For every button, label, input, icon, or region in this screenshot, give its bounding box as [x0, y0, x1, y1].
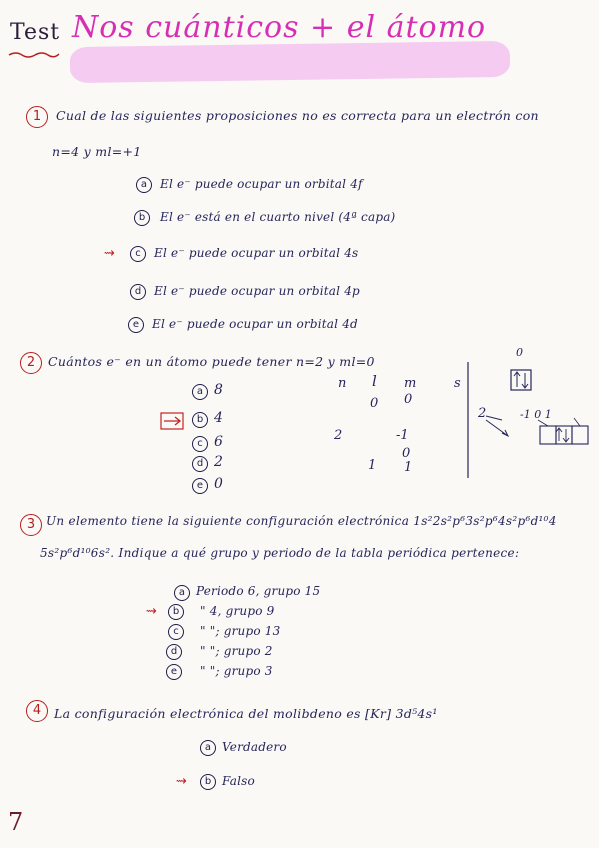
question-2-text: Cuántos e⁻ en un átomo puede tener n=2 y ml=0 — [48, 354, 375, 369]
q3-option-e-marker: e — [166, 664, 182, 680]
q3-option-c-marker: c — [168, 624, 184, 640]
q2-diagram-row-labels: -1 0 1 — [520, 408, 552, 421]
q2-option-e-text: 0 — [214, 476, 224, 492]
q2-work-row1-l: 0 — [370, 396, 379, 411]
q2-work-col-s: s — [454, 376, 461, 391]
question-number-3: 3 — [20, 514, 42, 536]
q1-answer-arrow-icon: ⇝ — [104, 246, 115, 261]
question-number-4: 4 — [26, 700, 48, 722]
q1-option-e-text: El e⁻ puede ocupar un orbital 4d — [152, 317, 358, 331]
q2-work-row4-l: 1 — [368, 458, 377, 473]
q2-work-col-m: m — [404, 376, 417, 391]
q2-work-row2-m: -1 — [396, 428, 409, 443]
question-number-1: 1 — [26, 106, 48, 128]
q1-option-e-marker: e — [128, 317, 144, 333]
test-label: Test — [10, 20, 61, 45]
q2-option-c-marker: c — [192, 436, 208, 452]
q2-diagram-top-label: 0 — [516, 346, 523, 359]
q2-answer-box-arrow-icon — [160, 410, 192, 432]
q2-option-a-marker: a — [192, 384, 208, 400]
question-3-text-line2: 5s²p⁶d¹⁰6s². Indique a qué grupo y periodo de la tabla periódica pertenece: — [40, 546, 520, 560]
q3-option-d-marker: d — [166, 644, 182, 660]
q1-option-d-text: El e⁻ puede ocupar un orbital 4p — [154, 284, 360, 298]
q2-option-a-text: 8 — [214, 382, 224, 398]
q2-option-b-text: 4 — [214, 410, 224, 426]
q4-option-a-marker: a — [200, 740, 216, 756]
q2-option-d-text: 2 — [214, 454, 224, 470]
q1-option-a-marker: a — [136, 177, 152, 193]
test-underline — [8, 50, 60, 58]
q3-option-c-text: " "; grupo 13 — [200, 624, 281, 638]
q3-option-b-marker: b — [168, 604, 184, 620]
q4-answer-arrow-icon: ⇝ — [176, 774, 187, 789]
q3-option-b-text: " 4, grupo 9 — [200, 604, 275, 618]
question-4-text: La configuración electrónica del molibdeno es [Kr] 3d⁵4s¹ — [54, 706, 438, 721]
q2-orbital-box-diagram — [462, 360, 594, 482]
q2-diagram-level-label: 2 — [478, 406, 487, 421]
q1-option-d-marker: d — [130, 284, 146, 300]
q2-work-row2-n: 2 — [334, 428, 343, 443]
q1-option-a-text: El e⁻ puede ocupar un orbital 4f — [160, 177, 363, 191]
question-number-2: 2 — [20, 352, 42, 374]
q2-work-col-l: l — [372, 372, 377, 390]
q4-option-b-text: Falso — [222, 774, 255, 788]
question-1-text-line2: n=4 y ml=+1 — [52, 144, 142, 159]
q2-option-b-marker: b — [192, 412, 208, 428]
q3-option-a-text: Periodo 6, grupo 15 — [196, 584, 321, 598]
q3-option-e-text: " "; grupo 3 — [200, 664, 273, 678]
question-3-text-line1: Un elemento tiene la siguiente configuración electrónica 1s²2s²p⁶3s²p⁶4s²p⁶d¹⁰4 — [46, 514, 557, 528]
q4-option-b-marker: b — [200, 774, 216, 790]
q2-option-e-marker: e — [192, 478, 208, 494]
q2-work-col-n: n — [338, 376, 347, 391]
q3-answer-arrow-icon: ⇝ — [146, 604, 157, 619]
q1-option-c-marker: c — [130, 246, 146, 262]
page-number: 7 — [8, 808, 24, 836]
q3-option-a-marker: a — [174, 585, 190, 601]
title-highlight — [70, 41, 510, 83]
q2-option-c-text: 6 — [214, 434, 224, 450]
q2-option-d-marker: d — [192, 456, 208, 472]
page-title: Nos cuánticos + el átomo — [72, 10, 487, 45]
question-1-text-line1: Cual de las siguientes proposiciones no es correcta para un electrón con — [56, 108, 539, 123]
q1-option-b-text: El e⁻ está en el cuarto nivel (4ª capa) — [160, 210, 396, 224]
q3-option-d-text: " "; grupo 2 — [200, 644, 273, 658]
q2-work-row3-m: 0 — [402, 446, 411, 461]
q2-work-row4-m: 1 — [404, 460, 413, 475]
q1-option-c-text: El e⁻ puede ocupar un orbital 4s — [154, 246, 359, 260]
q2-work-row1-m: 0 — [404, 392, 413, 407]
q4-option-a-text: Verdadero — [222, 740, 287, 754]
q1-option-b-marker: b — [134, 210, 150, 226]
